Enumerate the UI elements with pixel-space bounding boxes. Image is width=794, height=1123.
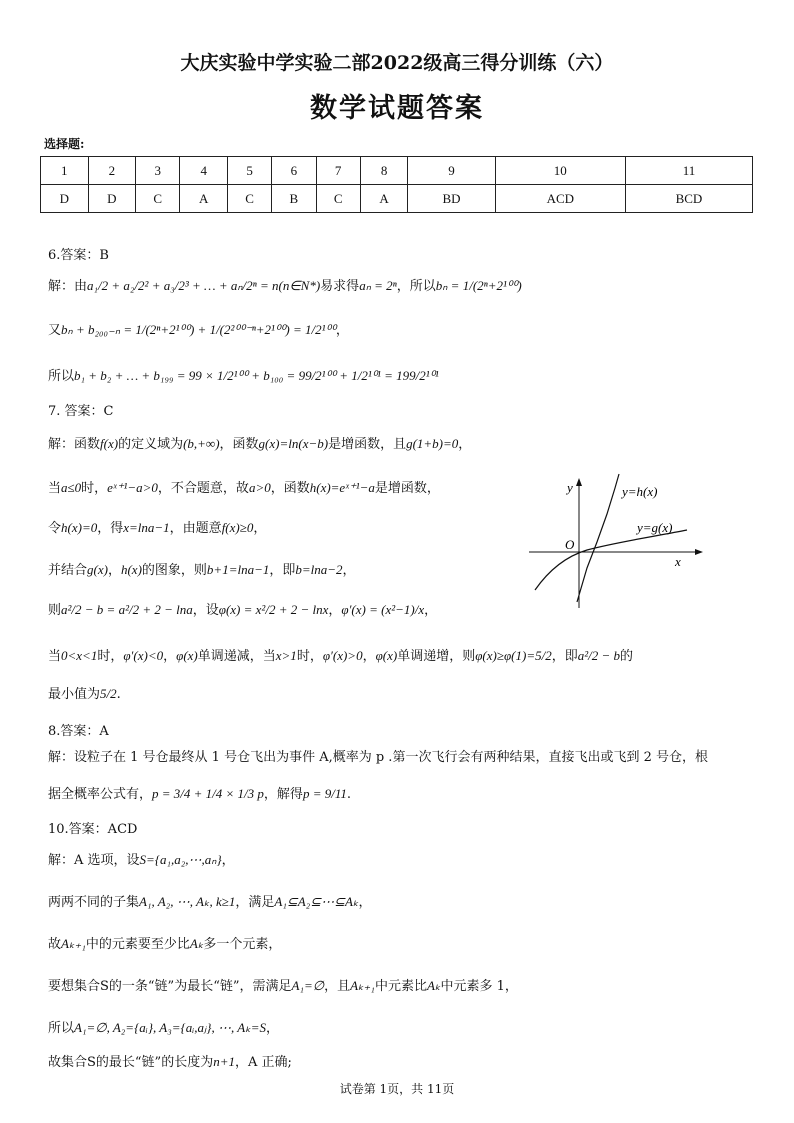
y-axis-arrow <box>576 478 582 486</box>
answer-cell: C <box>227 185 271 213</box>
question-number-cell: 10 <box>495 157 625 185</box>
h-curve-label: y=h(x) <box>622 484 658 499</box>
answer-cell: A <box>180 185 228 213</box>
q8-line-1: 解：设粒子在 1 号仓最终从 1 号仓飞出为事件 A,概率为 p .第一次飞行会有两种结果，直接飞出或飞到 2 号仓，根 <box>48 750 708 765</box>
answer-table <box>40 156 753 213</box>
q7-heading: 7. 答案：C <box>48 404 114 419</box>
question-number-cell: 2 <box>88 157 136 185</box>
q8-line-2: 据全概率公式有，p = 3/4 + 1/4 × 1/3 p，解得p = 9/11. <box>48 786 351 802</box>
q10-line-1: 解：A 选项，设S={a₁,a₂,⋯,aₙ}， <box>48 852 235 868</box>
q10-line-5: 所以A₁=∅, A₂={aᵢ}, A₃={aᵢ,aⱼ}, ⋯, Aₖ=S， <box>48 1020 280 1036</box>
q10-line-6: 故集合S的最长“链”的长度为n+1，A 正确; <box>48 1054 292 1070</box>
y-axis-label: y <box>567 480 573 495</box>
answer-cell: A <box>360 185 408 213</box>
q8-heading: 8.答案：A <box>48 724 109 739</box>
answer-cell: BCD <box>625 185 752 213</box>
question-number-cell: 8 <box>360 157 408 185</box>
question-number-cell: 6 <box>272 157 316 185</box>
q7-line-6: 当0<x<1时，φ′(x)<0，φ(x)单调递减，当x>1时，φ′(x)>0，φ(x)单调递增，则φ(x)≥φ(1)=5/2，即a²/2 − b的 <box>48 648 634 664</box>
bn-formula: bₙ = 1/(2ⁿ+2¹⁰⁰) <box>435 278 522 293</box>
function-graph <box>527 470 707 610</box>
x-axis-label: x <box>675 554 681 569</box>
multiple-choice-label: 选择题: <box>44 137 85 151</box>
origin-label: O <box>565 537 575 552</box>
exam-title: 大庆实验中学实验二部2022级高三得分训练（六） <box>180 52 614 74</box>
answer-cell: ACD <box>495 185 625 213</box>
q6-line-1: 解：由a₁/2 + a₂/2² + a₃/2³ + … + aₙ/2ⁿ = n(n∈N*)易求得aₙ = 2ⁿ，所以bₙ = 1/(2ⁿ+2¹⁰⁰) <box>48 278 522 294</box>
answer-cell: D <box>88 185 136 213</box>
question-number-cell: 3 <box>136 157 180 185</box>
question-number-cell: 1 <box>41 157 89 185</box>
answer-cell: B <box>272 185 316 213</box>
q7-line-1: 解：函数f(x)的定义域为(b,+∞)，函数g(x)=ln(x−b)是增函数，且g(1+b)=0， <box>48 436 472 452</box>
q10-line-4: 要想集合S的一条“链”为最长“链”，需满足A₁=∅，且Aₖ₊₁中元素比Aₖ中元素多 1， <box>48 978 518 994</box>
q10-line-2: 两两不同的子集A₁, A₂, ⋯, Aₖ, k≥1，满足A₁⊆A₂⊆⋯⊆Aₖ， <box>48 894 372 910</box>
sum-equation: a₁/2 + a₂/2² + a₃/2³ + … + aₙ/2ⁿ = n(n∈N*) <box>87 278 321 293</box>
question-number-row <box>41 157 753 185</box>
total-sum-equation: b₁ + b₂ + … + b₁₉₉ = 99 × 1/2¹⁰⁰ + b₁₀₀ = 99/2¹⁰⁰ + 1/2¹⁰¹ = 199/2¹⁰¹ <box>74 368 439 383</box>
an-formula: aₙ = 2ⁿ <box>359 278 397 293</box>
answer-cell: D <box>41 185 89 213</box>
g-curve <box>535 530 687 590</box>
q7-line-4: 并结合g(x)，h(x)的图象，则b+1=lna−1，即b=lna−2， <box>48 562 356 578</box>
q6-line-3: 所以b₁ + b₂ + … + b₁₉₉ = 99 × 1/2¹⁰⁰ + b₁₀₀ = 99/2¹⁰⁰ + 1/2¹⁰¹ = 199/2¹⁰¹ <box>48 368 439 384</box>
q7-line-3: 令h(x)=0，得x=lna−1，由题意f(x)≥0， <box>48 520 267 536</box>
answer-cell: C <box>316 185 360 213</box>
question-number-cell: 9 <box>408 157 495 185</box>
question-number-cell: 4 <box>180 157 228 185</box>
x-axis-arrow <box>695 549 703 555</box>
answer-cell: BD <box>408 185 495 213</box>
q7-line-5: 则a²/2 − b = a²/2 + 2 − lna，设φ(x) = x²/2 + 2 − lnx，φ′(x) = (x²−1)/x， <box>48 602 438 618</box>
g-curve-label: y=g(x) <box>637 520 673 535</box>
h-curve <box>577 474 619 602</box>
q10-heading: 10.答案：ACD <box>48 822 138 837</box>
question-number-cell: 7 <box>316 157 360 185</box>
answer-cell: C <box>136 185 180 213</box>
answer-key-title: 数学试题答案 <box>310 93 484 124</box>
q6-heading: 6.答案：B <box>48 248 109 263</box>
question-number-cell: 5 <box>227 157 271 185</box>
pair-sum-equation: bₙ + b₂₀₀₋ₙ = 1/(2ⁿ+2¹⁰⁰) + 1/(2²⁰⁰⁻ⁿ+2¹⁰⁰) = 1/2¹⁰⁰ <box>61 322 336 337</box>
page-footer: 试卷第 1页，共 11页 <box>339 1082 455 1096</box>
question-number-cell: 11 <box>625 157 752 185</box>
answer-row <box>41 185 753 213</box>
q10-line-3: 故Aₖ₊₁中的元素要至少比Aₖ多一个元素， <box>48 936 282 952</box>
q7-line-7: 最小值为5/2. <box>48 686 121 702</box>
q6-line-2: 又bₙ + b₂₀₀₋ₙ = 1/(2ⁿ+2¹⁰⁰) + 1/(2²⁰⁰⁻ⁿ+2¹⁰⁰) = 1/2¹⁰⁰， <box>48 322 349 338</box>
q7-line-2: 当a≤0时，eˣ⁺¹−a>0，不合题意，故a>0，函数h(x)=eˣ⁺¹−a是增函数， <box>48 480 440 496</box>
